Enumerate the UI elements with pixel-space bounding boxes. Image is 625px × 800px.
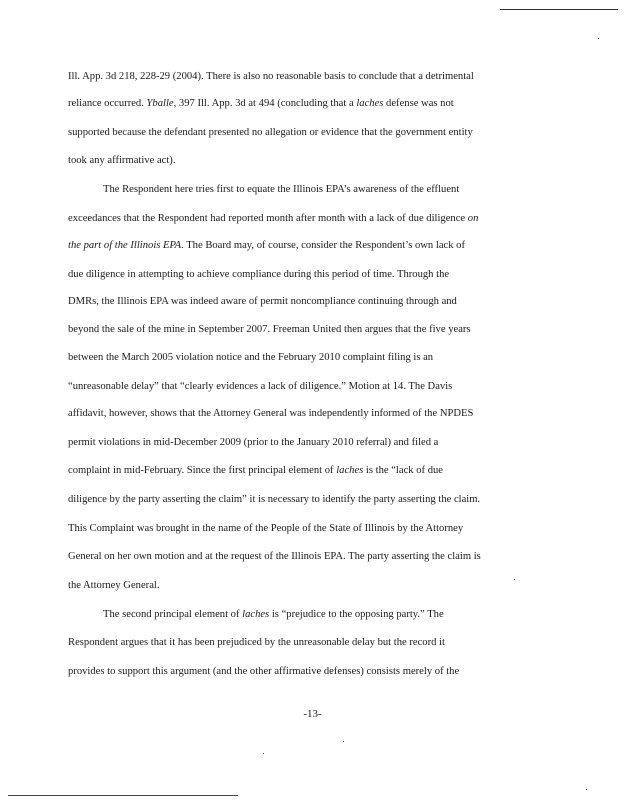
italic-text: laches xyxy=(242,609,270,620)
text-line xyxy=(68,268,548,282)
text-run: took any affirmative act). xyxy=(68,155,176,166)
text-run: is “prejudice to the opposing party.” The xyxy=(269,609,444,620)
text-line xyxy=(68,522,548,536)
text-line xyxy=(68,154,548,168)
text-run: Ill. App. 3d 218, 228-29 (2004). There is also no reasonable basis to conclude that a detrimental xyxy=(68,71,474,82)
text-run: DMRs, the Illinois EPA was indeed aware of permit noncompliance continuing through and xyxy=(68,296,457,307)
text-line xyxy=(68,70,548,84)
text-run: the Attorney General. xyxy=(68,580,160,591)
text-run: is the “lack of due xyxy=(363,465,443,476)
italic-text: laches xyxy=(336,465,364,476)
text-run: reliance occurred. xyxy=(68,98,147,109)
text-line xyxy=(68,665,548,679)
text-line xyxy=(68,464,548,478)
text-line xyxy=(68,493,548,507)
text-run: defense was not xyxy=(383,98,454,109)
text-line xyxy=(68,380,548,394)
text-line xyxy=(68,295,548,309)
text-run: supported because the defendant presented no allegation or evidence that the government entity xyxy=(68,127,473,138)
text-run: diligence by the party asserting the claim” it is necessary to identify the party asserting the claim. xyxy=(68,494,481,505)
text-run: complaint in mid-February. Since the first principal element of xyxy=(68,465,337,476)
scan-speck xyxy=(598,38,599,39)
text-run: The Respondent here tries first to equate the Illinois EPA’s awareness of the effluent xyxy=(103,184,460,195)
text-line xyxy=(68,407,548,421)
italic-text: Yballe xyxy=(146,98,174,109)
text-line xyxy=(68,97,548,111)
scan-speck xyxy=(586,789,587,790)
text-line xyxy=(103,608,548,622)
text-run: due diligence in attempting to achieve compliance during this period of time. Through the xyxy=(68,269,450,280)
text-run: , 397 Ill. App. 3d at 494 (concluding that a xyxy=(173,98,357,109)
text-line xyxy=(68,351,548,365)
italic-text: the part of the Illinois EPA xyxy=(68,240,182,251)
text-line xyxy=(103,183,548,197)
text-run: permit violations in mid-December 2009 (prior to the January 2010 referral) and filed a xyxy=(68,437,439,448)
italic-text: laches xyxy=(356,98,384,109)
text-run: Respondent argues that it has been prejudiced by the unreasonable delay but the record it xyxy=(68,637,445,648)
text-run: . The Board may, of course, consider the Respondent’s own lack of xyxy=(181,240,465,251)
text-run: affidavit, however, shows that the Attorney General was independently informed of the NPDES xyxy=(68,408,474,419)
scan-speck xyxy=(343,741,344,742)
text-run: General on her own motion and at the request of the Illinois EPA. The party asserting the claim is xyxy=(68,551,481,562)
text-line xyxy=(68,550,548,564)
top-margin-rule xyxy=(500,9,618,10)
text-line xyxy=(68,212,548,226)
text-run: between the March 2005 violation notice and the February 2010 complaint filing is an xyxy=(68,352,434,363)
text-line xyxy=(68,436,548,450)
scan-speck xyxy=(263,753,264,754)
text-line xyxy=(68,323,548,337)
text-run: This Complaint was brought in the name of the People of the State of Illinois by the Attorney xyxy=(68,523,464,534)
text-line xyxy=(68,126,548,140)
page-number: -13- xyxy=(303,708,322,720)
text-run: The second principal element of xyxy=(103,609,243,620)
bottom-margin-rule xyxy=(8,795,238,796)
scan-speck xyxy=(514,579,515,580)
text-line xyxy=(68,239,548,253)
text-line xyxy=(68,579,548,593)
text-run: provides to support this argument (and the other affirmative defenses) consists merely of the xyxy=(68,666,460,677)
italic-text: on xyxy=(467,213,479,224)
text-run: “unreasonable delay” that “clearly evidences a lack of diligence.” Motion at 14. The Davis xyxy=(68,381,453,392)
text-run: exceedances that the Respondent had reported month after month with a lack of due diligence xyxy=(68,213,468,224)
text-line xyxy=(68,636,548,650)
text-run: beyond the sale of the mine in September 2007. Freeman United then argues that the five years xyxy=(68,324,471,335)
